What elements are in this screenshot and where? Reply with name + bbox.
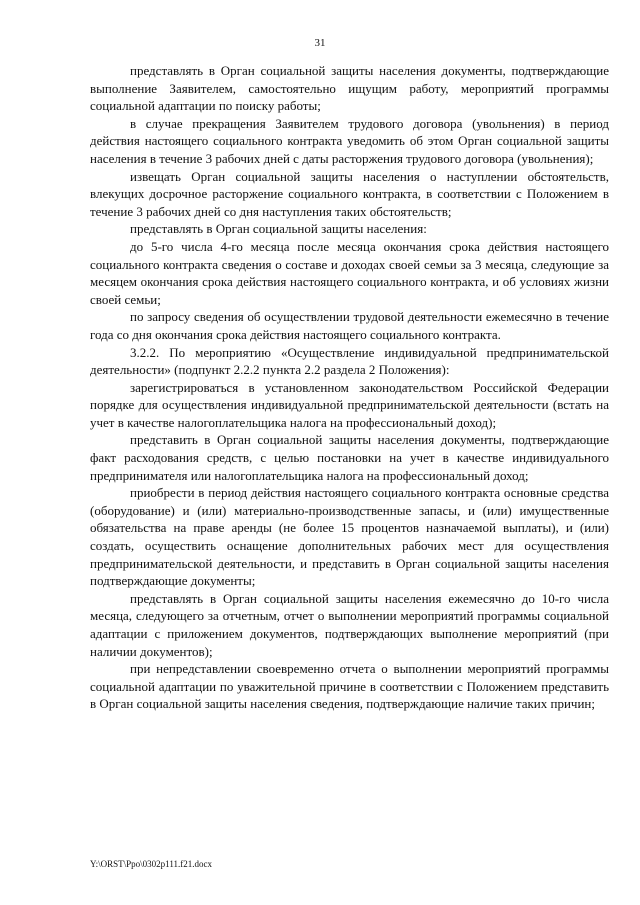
paragraph-employment-info: по запросу сведения об осуществлении трудовой деятельности ежемесячно в течение года со дня окончания срока действия настоящего социального контракта. (90, 309, 609, 342)
paragraph-submit-job-search-docs: представлять в Орган социальной защиты населения документы, подтверждающие выполнение Заявителем, самостоятельно ищущим работу, мероприятий программы социальной адаптации по поиску работы; (90, 63, 609, 114)
paragraph-acquire-assets: приобрести в период действия настоящего социального контракта основные средства (оборудование) и (или) материально-производственные запасы, и (или) имущественные обязательства на праве аренды (не более 15 процентов назначаемой выплаты), и (или) создать, осуществить оснащение дополнительных рабочих мест для осуществления предпринимательской деятельности, и представить в Орган социальной защиты населения подтверждающие документы; (90, 485, 609, 589)
page-number: 31 (314, 37, 326, 49)
document-body (90, 62, 609, 713)
paragraph-monthly-report: представлять в Орган социальной защиты населения ежемесячно до 10-го числа месяца, следующего за отчетным, отчет о выполнении мероприятий программы социальной адаптации с приложением документов, подтверждающих выполнение мероприятий (при наличии документов); (90, 590, 609, 659)
paragraph-late-report-reason: при непредставлении своевременно отчета о выполнении мероприятий программы социальной адаптации по уважительной причине в соответствии с Положением представить в Орган социальной защиты населения сведения, подтверждающие наличие таких причин; (90, 661, 609, 712)
paragraph-submit-intro: представлять в Орган социальной защиты населения: (130, 221, 427, 237)
paragraph-section-3-2-2: 3.2.2. По мероприятию «Осуществление индивидуальной предпринимательской деятельности» (подпункт 2.2.2 пункта 2.2 раздела 2 Положения): (90, 344, 609, 378)
paragraph-family-income-info: до 5-го числа 4-го месяца после месяца окончания срока действия настоящего социального контракта сведения о составе и доходах своей семьи за 3 месяца, следующие за месяцем окончания срока действия настоящего социального контракта, и об условиях жизни своей семьи; (90, 238, 609, 307)
file-path-footer: Y:\ORST\Ppo\0302p111.f21.docx (90, 859, 213, 869)
paragraph-termination-notice: в случае прекращения Заявителем трудового договора (увольнения) в период действия настоящего социального контракта уведомить об этом Орган социальной защиты населения в течение 3 рабочих дней с даты расторжения трудового договора (увольнения); (90, 115, 609, 166)
paragraph-early-termination-notice: извещать Орган социальной защиты населения о наступлении обстоятельств, влекущих досрочное расторжение социального контракта, в соответствии с Положением в течение 3 рабочих дней со дня наступления таких обстоятельств; (90, 168, 609, 219)
paragraph-expense-documents: представить в Орган социальной защиты населения документы, подтверждающие факт расходования средств, с целью постановки на учет в качестве индивидуального предпринимателя или налогоплательщика налога на профессиональный доход; (90, 432, 609, 483)
paragraph-register-business: зарегистрироваться в установленном законодательством Российской Федерации порядке для осуществления индивидуальной предпринимательской деятельности (встать на учет в качестве налогоплательщика налога на профессиональный доход); (90, 379, 609, 430)
